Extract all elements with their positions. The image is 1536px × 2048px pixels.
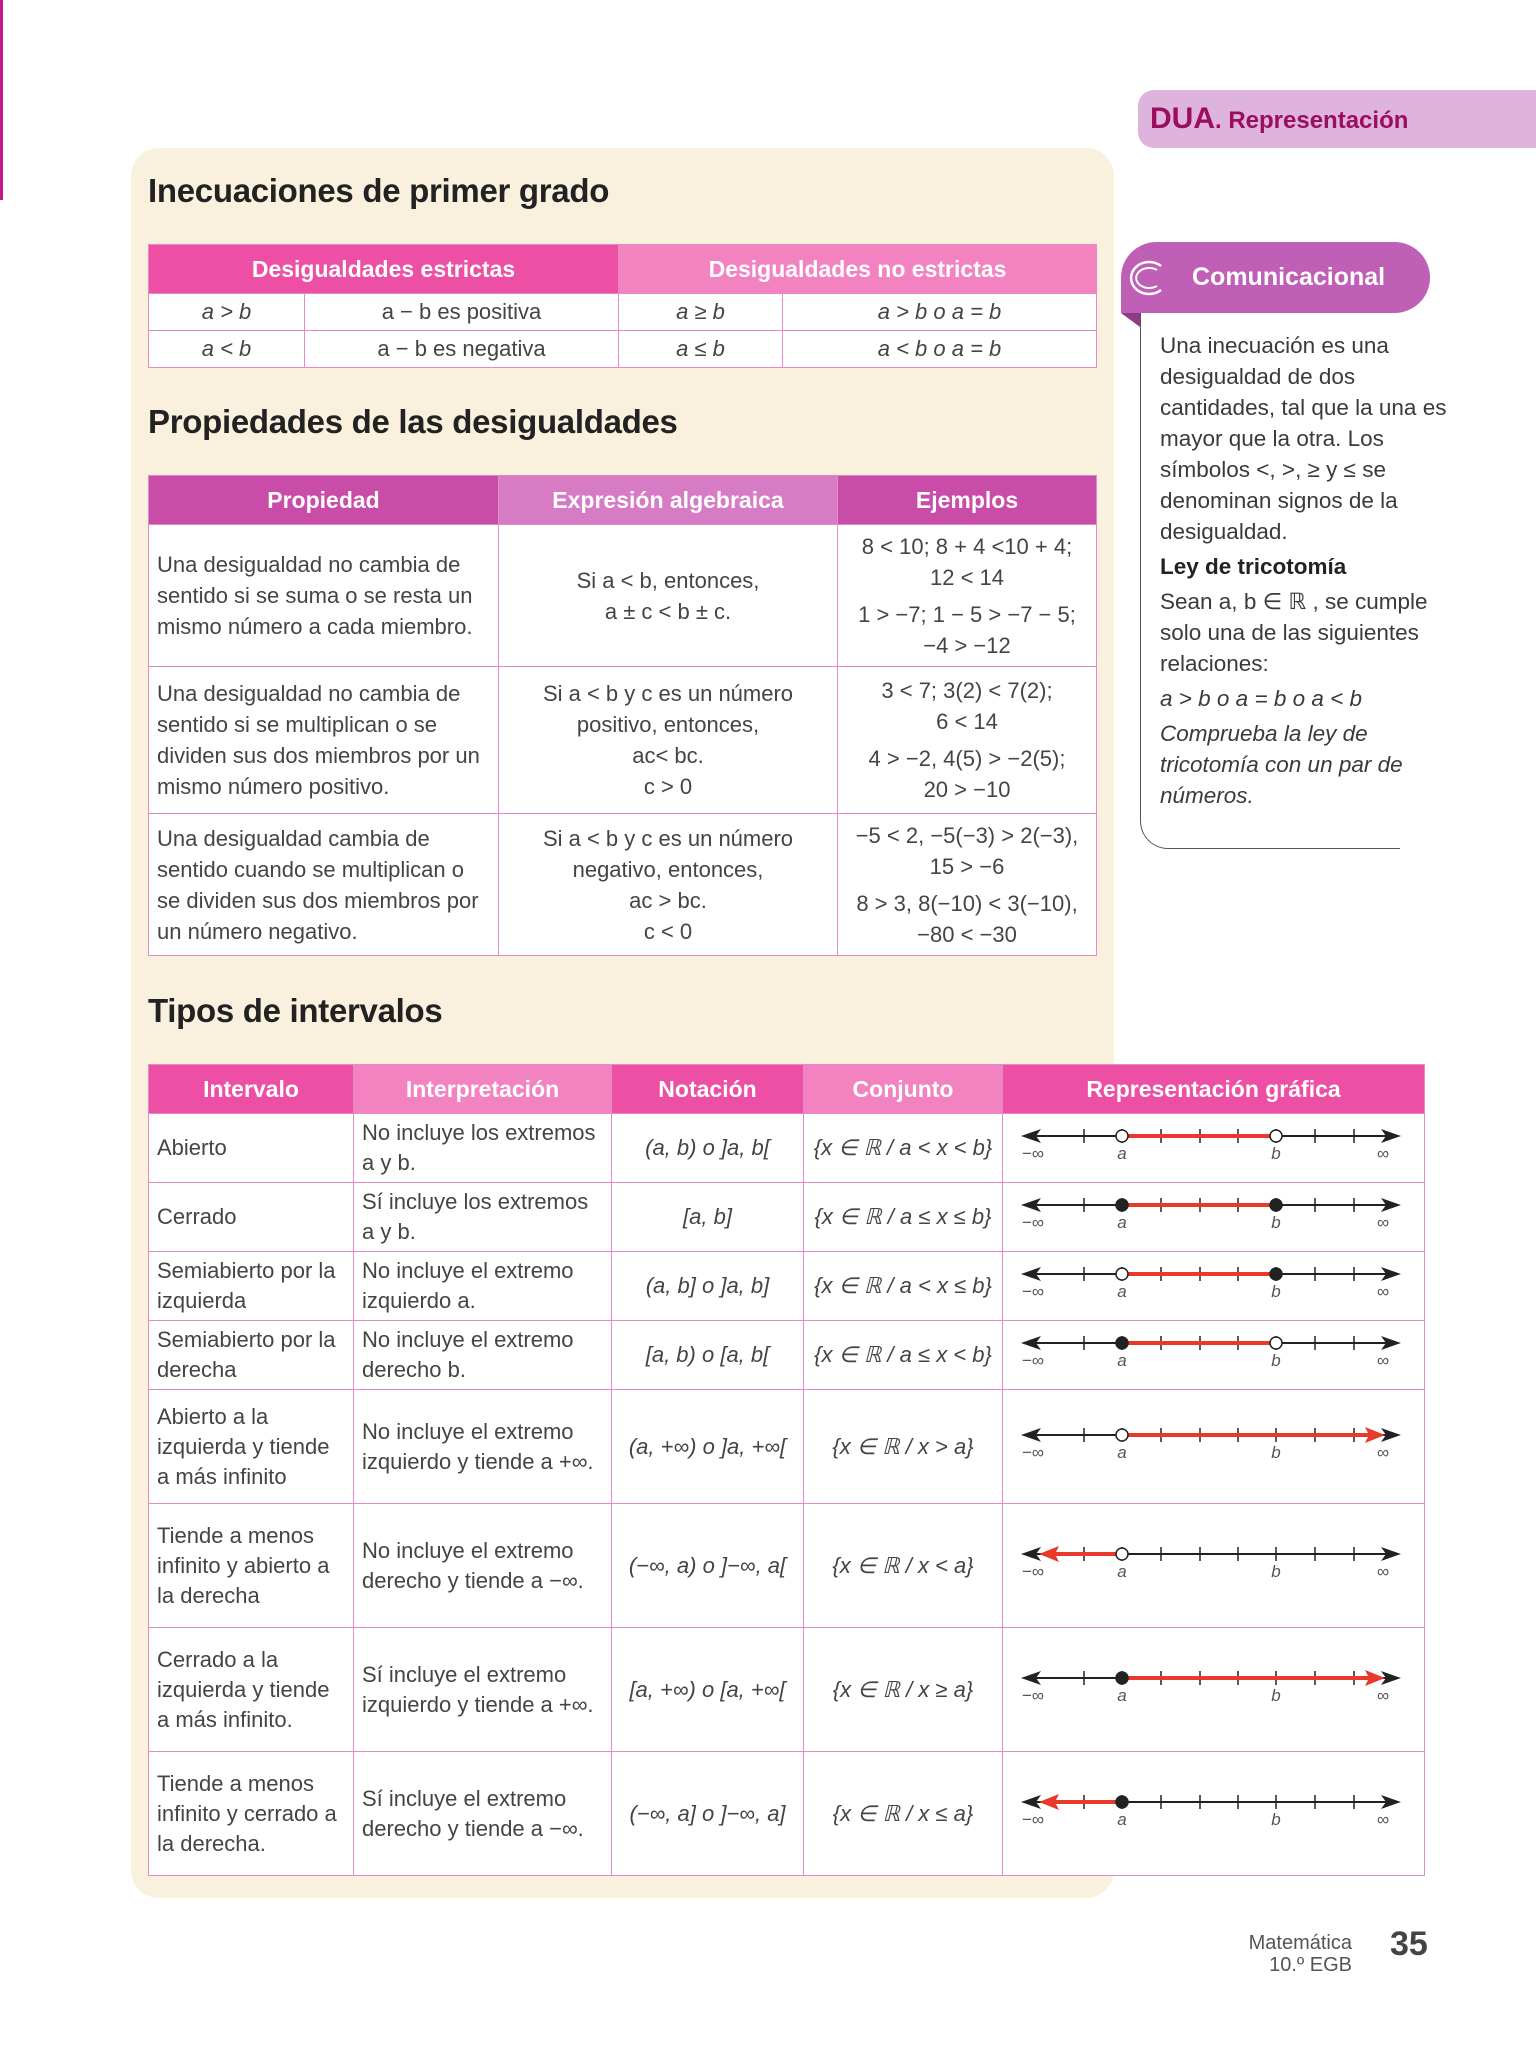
- header-interpretacion: Interpretación: [354, 1065, 612, 1114]
- expression-cell: [499, 525, 838, 667]
- sidebar-exercise: Comprueba la ley de tricotomía con un par de números.: [1160, 721, 1403, 808]
- inequalities-table: [148, 244, 1097, 368]
- notation: (a, b] o ]a, b]: [612, 1252, 804, 1321]
- graph-cell: [1003, 1752, 1425, 1876]
- dua-banner: [1138, 90, 1536, 148]
- table-row: [149, 1114, 1425, 1183]
- examples-cell: [838, 525, 1097, 667]
- pos-infinity-label: ∞: [1376, 1144, 1390, 1163]
- set: {x ∈ ℝ / a < x ≤ b}: [804, 1252, 1003, 1321]
- set: {x ∈ ℝ / x > a}: [804, 1390, 1003, 1504]
- cell: a ≥ b: [619, 294, 783, 331]
- header-conjunto: Conjunto: [804, 1065, 1003, 1114]
- example-line: 8 > 3, 8(−10) < 3(−10),: [856, 890, 1078, 916]
- b-label: b: [1271, 1809, 1281, 1829]
- comunicacional-tag: [1121, 242, 1430, 313]
- cell: a − b es negativa: [305, 331, 619, 368]
- b-label: b: [1271, 1685, 1281, 1705]
- header-ejemplos: Ejemplos: [838, 476, 1097, 525]
- neg-infinity-label: −∞: [1021, 1685, 1045, 1705]
- graph-cell: [1003, 1390, 1425, 1504]
- dua-prefix: DUA: [1150, 102, 1215, 135]
- interval-name: Tiende a menos infinito y cerrado a la derecha.: [149, 1752, 354, 1876]
- expression-line: ac< bc.: [632, 743, 704, 768]
- pos-infinity-label: ∞: [1376, 1282, 1390, 1301]
- pos-infinity-label: ∞: [1376, 1561, 1390, 1581]
- a-label: a: [1117, 1561, 1127, 1581]
- number-line: [1003, 1780, 1425, 1840]
- a-label: a: [1117, 1809, 1127, 1829]
- example-line: 12 < 14: [929, 564, 1004, 590]
- set: {x ∈ ℝ / x ≤ a}: [804, 1752, 1003, 1876]
- neg-infinity-label: −∞: [1021, 1351, 1045, 1370]
- interval-name: Abierto: [149, 1114, 354, 1183]
- interval-name: Semiabierto por la izquierda: [149, 1252, 354, 1321]
- interval-name: Abierto a la izquierda y tiende a más infinito: [149, 1390, 354, 1504]
- number-line: [1003, 1656, 1425, 1716]
- pos-infinity-label: ∞: [1376, 1351, 1390, 1370]
- b-label: b: [1271, 1144, 1281, 1163]
- header-expresion: Expresión algebraica: [499, 476, 838, 525]
- sidebar-definition: Una inecuación es una desigualdad de dos cantidades, tal que la una es mayor que la otra. Los símbolos <, >, ≥ y ≤ se denominan signos de la desigualdad.: [1160, 333, 1447, 544]
- page-edge-mark: [0, 0, 3, 200]
- interval-name: Cerrado: [149, 1183, 354, 1252]
- expression-line: Si a < b y c es un número: [542, 681, 794, 706]
- neg-infinity-label: −∞: [1021, 1809, 1045, 1829]
- example-line: 8 < 10; 8 + 4 <10 + 4;: [861, 533, 1073, 559]
- example-line: 6 < 14: [936, 709, 998, 734]
- interval-name: Tiende a menos infinito y abierto a la derecha: [149, 1504, 354, 1628]
- set: {x ∈ ℝ / a ≤ x ≤ b}: [804, 1183, 1003, 1252]
- table-row: [149, 667, 1097, 814]
- cell: a > b: [149, 294, 305, 331]
- notation: [a, b) o [a, b[: [612, 1321, 804, 1390]
- a-label: a: [1117, 1685, 1127, 1705]
- interpretation: No incluye el extremo izquierdo y tiende a +∞.: [354, 1390, 612, 1504]
- interpretation: Sí incluye el extremo izquierdo y tiende a +∞.: [354, 1628, 612, 1752]
- interpretation: Sí incluye el extremo derecho y tiende a −∞.: [354, 1752, 612, 1876]
- header-notacion: Notación: [612, 1065, 804, 1114]
- header-intervalo: Intervalo: [149, 1065, 354, 1114]
- expression-cell: [499, 667, 838, 814]
- sidebar-formula: a > b o a = b o a < b: [1160, 686, 1363, 711]
- a-label: a: [1117, 1442, 1127, 1462]
- open-point-b: [1270, 1130, 1282, 1142]
- closed-point-a: [1116, 1337, 1128, 1349]
- neg-infinity-label: −∞: [1021, 1561, 1045, 1581]
- interpretation: No incluye el extremo derecho b.: [354, 1321, 612, 1390]
- header-propiedad: Propiedad: [149, 476, 499, 525]
- section-title-intervalos: Tipos de intervalos: [148, 992, 443, 1029]
- section-title-propiedades: Propiedades de las desigualdades: [148, 403, 678, 440]
- c-logo-icon: [1121, 256, 1171, 300]
- example-line: 20 > −10: [923, 777, 1011, 802]
- sidebar-text: [1160, 330, 1450, 815]
- pos-infinity-label: ∞: [1376, 1213, 1390, 1232]
- expression-line: Si a < b, entonces,: [576, 567, 760, 593]
- b-label: b: [1271, 1351, 1281, 1370]
- property-cell: Una desigualdad no cambia de sentido si se multiplican o se dividen sus dos miembros por un mismo número positivo.: [149, 667, 499, 814]
- table-row: [149, 1252, 1425, 1321]
- graph-cell: [1003, 1504, 1425, 1628]
- sidebar-heading: Ley de tricotomía: [1160, 554, 1347, 579]
- neg-infinity-label: −∞: [1021, 1144, 1045, 1163]
- footer-subject: [1249, 1932, 1352, 1976]
- expression-line: a ± c < b ± c.: [604, 598, 732, 624]
- header-representacion: Representación gráfica: [1003, 1065, 1425, 1114]
- dua-label: . Representación: [1215, 107, 1409, 134]
- neg-infinity-label: −∞: [1021, 1213, 1045, 1232]
- notation: (a, b) o ]a, b[: [612, 1114, 804, 1183]
- graph-cell: [1003, 1628, 1425, 1752]
- number-line: [1003, 1321, 1425, 1381]
- table-row: [149, 331, 1097, 368]
- open-point-a: [1116, 1548, 1128, 1560]
- sidebar-trichotomy: Sean a, b ∈ ℝ , se cumple solo una de las siguientes relaciones:: [1160, 589, 1428, 676]
- notation: [a, +∞) o [a, +∞[: [612, 1628, 804, 1752]
- cell: a < b: [149, 331, 305, 368]
- expression-line: c < 0: [643, 918, 693, 944]
- notation: [a, b]: [612, 1183, 804, 1252]
- table-row: [149, 1390, 1425, 1504]
- expression-line: c > 0: [643, 774, 693, 799]
- neg-infinity-label: −∞: [1021, 1282, 1045, 1301]
- closed-point-a: [1116, 1199, 1128, 1211]
- open-point-a: [1116, 1130, 1128, 1142]
- b-label: b: [1271, 1561, 1281, 1581]
- page-number: 35: [1390, 1925, 1428, 1963]
- set: {x ∈ ℝ / a ≤ x < b}: [804, 1321, 1003, 1390]
- section-title-inecuaciones: Inecuaciones de primer grado: [148, 172, 610, 209]
- a-label: a: [1117, 1213, 1127, 1232]
- b-label: b: [1271, 1442, 1281, 1462]
- example-line: −5 < 2, −5(−3) > 2(−3),: [855, 822, 1079, 848]
- example-line: 15 > −6: [929, 853, 1005, 879]
- table-row: [149, 1321, 1425, 1390]
- property-cell: Una desigualdad cambia de sentido cuando se multiplican o se dividen sus dos miembros por un número negativo.: [149, 814, 499, 956]
- number-line: [1003, 1252, 1425, 1312]
- tag-label: Comunicacional: [1192, 263, 1386, 291]
- expression-line: positivo, entonces,: [576, 712, 760, 737]
- set: {x ∈ ℝ / x < a}: [804, 1504, 1003, 1628]
- example-line: 1 > −7; 1 − 5 > −7 − 5;: [858, 601, 1076, 627]
- cell: a ≤ b: [619, 331, 783, 368]
- expression-line: negativo, entonces,: [572, 856, 764, 882]
- number-line: [1003, 1532, 1425, 1592]
- open-point-a: [1116, 1268, 1128, 1280]
- expression-line: ac > bc.: [629, 887, 707, 913]
- table-row: [149, 294, 1097, 331]
- example-line: −4 > −12: [923, 632, 1011, 658]
- example-line: 4 > −2, 4(5) > −2(5);: [868, 746, 1066, 771]
- tag-fold: [1121, 313, 1140, 327]
- pos-infinity-label: ∞: [1376, 1685, 1390, 1705]
- table-row: [149, 525, 1097, 667]
- table-row: [149, 1752, 1425, 1876]
- number-line: [1003, 1413, 1425, 1473]
- grade: 10.º EGB: [1269, 1954, 1352, 1976]
- notation: (−∞, a) o ]−∞, a[: [612, 1504, 804, 1628]
- subject: Matemática: [1248, 1932, 1352, 1954]
- number-line: [1003, 1183, 1425, 1243]
- interpretation: Sí incluye los extremos a y b.: [354, 1183, 612, 1252]
- b-label: b: [1271, 1282, 1281, 1301]
- table-row: [149, 1183, 1425, 1252]
- a-label: a: [1117, 1144, 1127, 1163]
- property-cell: Una desigualdad no cambia de sentido si se suma o se resta un mismo número a cada miembro.: [149, 525, 499, 667]
- graph-cell: [1003, 1252, 1425, 1321]
- closed-point-b: [1270, 1199, 1282, 1211]
- a-label: a: [1117, 1351, 1127, 1370]
- table-row: [149, 1504, 1425, 1628]
- interpretation: No incluye el extremo derecho y tiende a −∞.: [354, 1504, 612, 1628]
- a-label: a: [1117, 1282, 1127, 1301]
- interpretation: No incluye el extremo izquierdo a.: [354, 1252, 612, 1321]
- graph-cell: [1003, 1183, 1425, 1252]
- cell: a > b o a = b: [783, 294, 1097, 331]
- notation: (a, +∞) o ]a, +∞[: [612, 1390, 804, 1504]
- cell: a < b o a = b: [783, 331, 1097, 368]
- neg-infinity-label: −∞: [1021, 1442, 1045, 1462]
- open-point-a: [1116, 1429, 1128, 1441]
- pos-infinity-label: ∞: [1376, 1809, 1390, 1829]
- number-line: [1003, 1114, 1425, 1174]
- example-line: −80 < −30: [917, 921, 1017, 947]
- expression-cell: [499, 814, 838, 956]
- expression-line: Si a < b y c es un número: [542, 825, 794, 851]
- closed-point-a: [1116, 1796, 1128, 1808]
- example-line: 3 < 7; 3(2) < 7(2);: [881, 678, 1053, 703]
- notation: (−∞, a] o ]−∞, a]: [612, 1752, 804, 1876]
- set: {x ∈ ℝ / a < x < b}: [804, 1114, 1003, 1183]
- interpretation: No incluye los extremos a y b.: [354, 1114, 612, 1183]
- header-strict: Desigualdades estrictas: [149, 245, 619, 294]
- set: {x ∈ ℝ / x ≥ a}: [804, 1628, 1003, 1752]
- open-point-b: [1270, 1337, 1282, 1349]
- interval-name: Semiabierto por la derecha: [149, 1321, 354, 1390]
- pos-infinity-label: ∞: [1376, 1442, 1390, 1462]
- graph-cell: [1003, 1114, 1425, 1183]
- header-nonstrict: Desigualdades no estrictas: [619, 245, 1097, 294]
- cell: a − b es positiva: [305, 294, 619, 331]
- b-label: b: [1271, 1213, 1281, 1232]
- table-row: [149, 1628, 1425, 1752]
- interval-name: Cerrado a la izquierda y tiende a más infinito.: [149, 1628, 354, 1752]
- table-row: [149, 814, 1097, 956]
- properties-table: [148, 475, 1097, 956]
- closed-point-a: [1116, 1672, 1128, 1684]
- intervals-table: [148, 1064, 1425, 1876]
- examples-cell: [838, 814, 1097, 956]
- closed-point-b: [1270, 1268, 1282, 1280]
- graph-cell: [1003, 1321, 1425, 1390]
- examples-cell: [838, 667, 1097, 814]
